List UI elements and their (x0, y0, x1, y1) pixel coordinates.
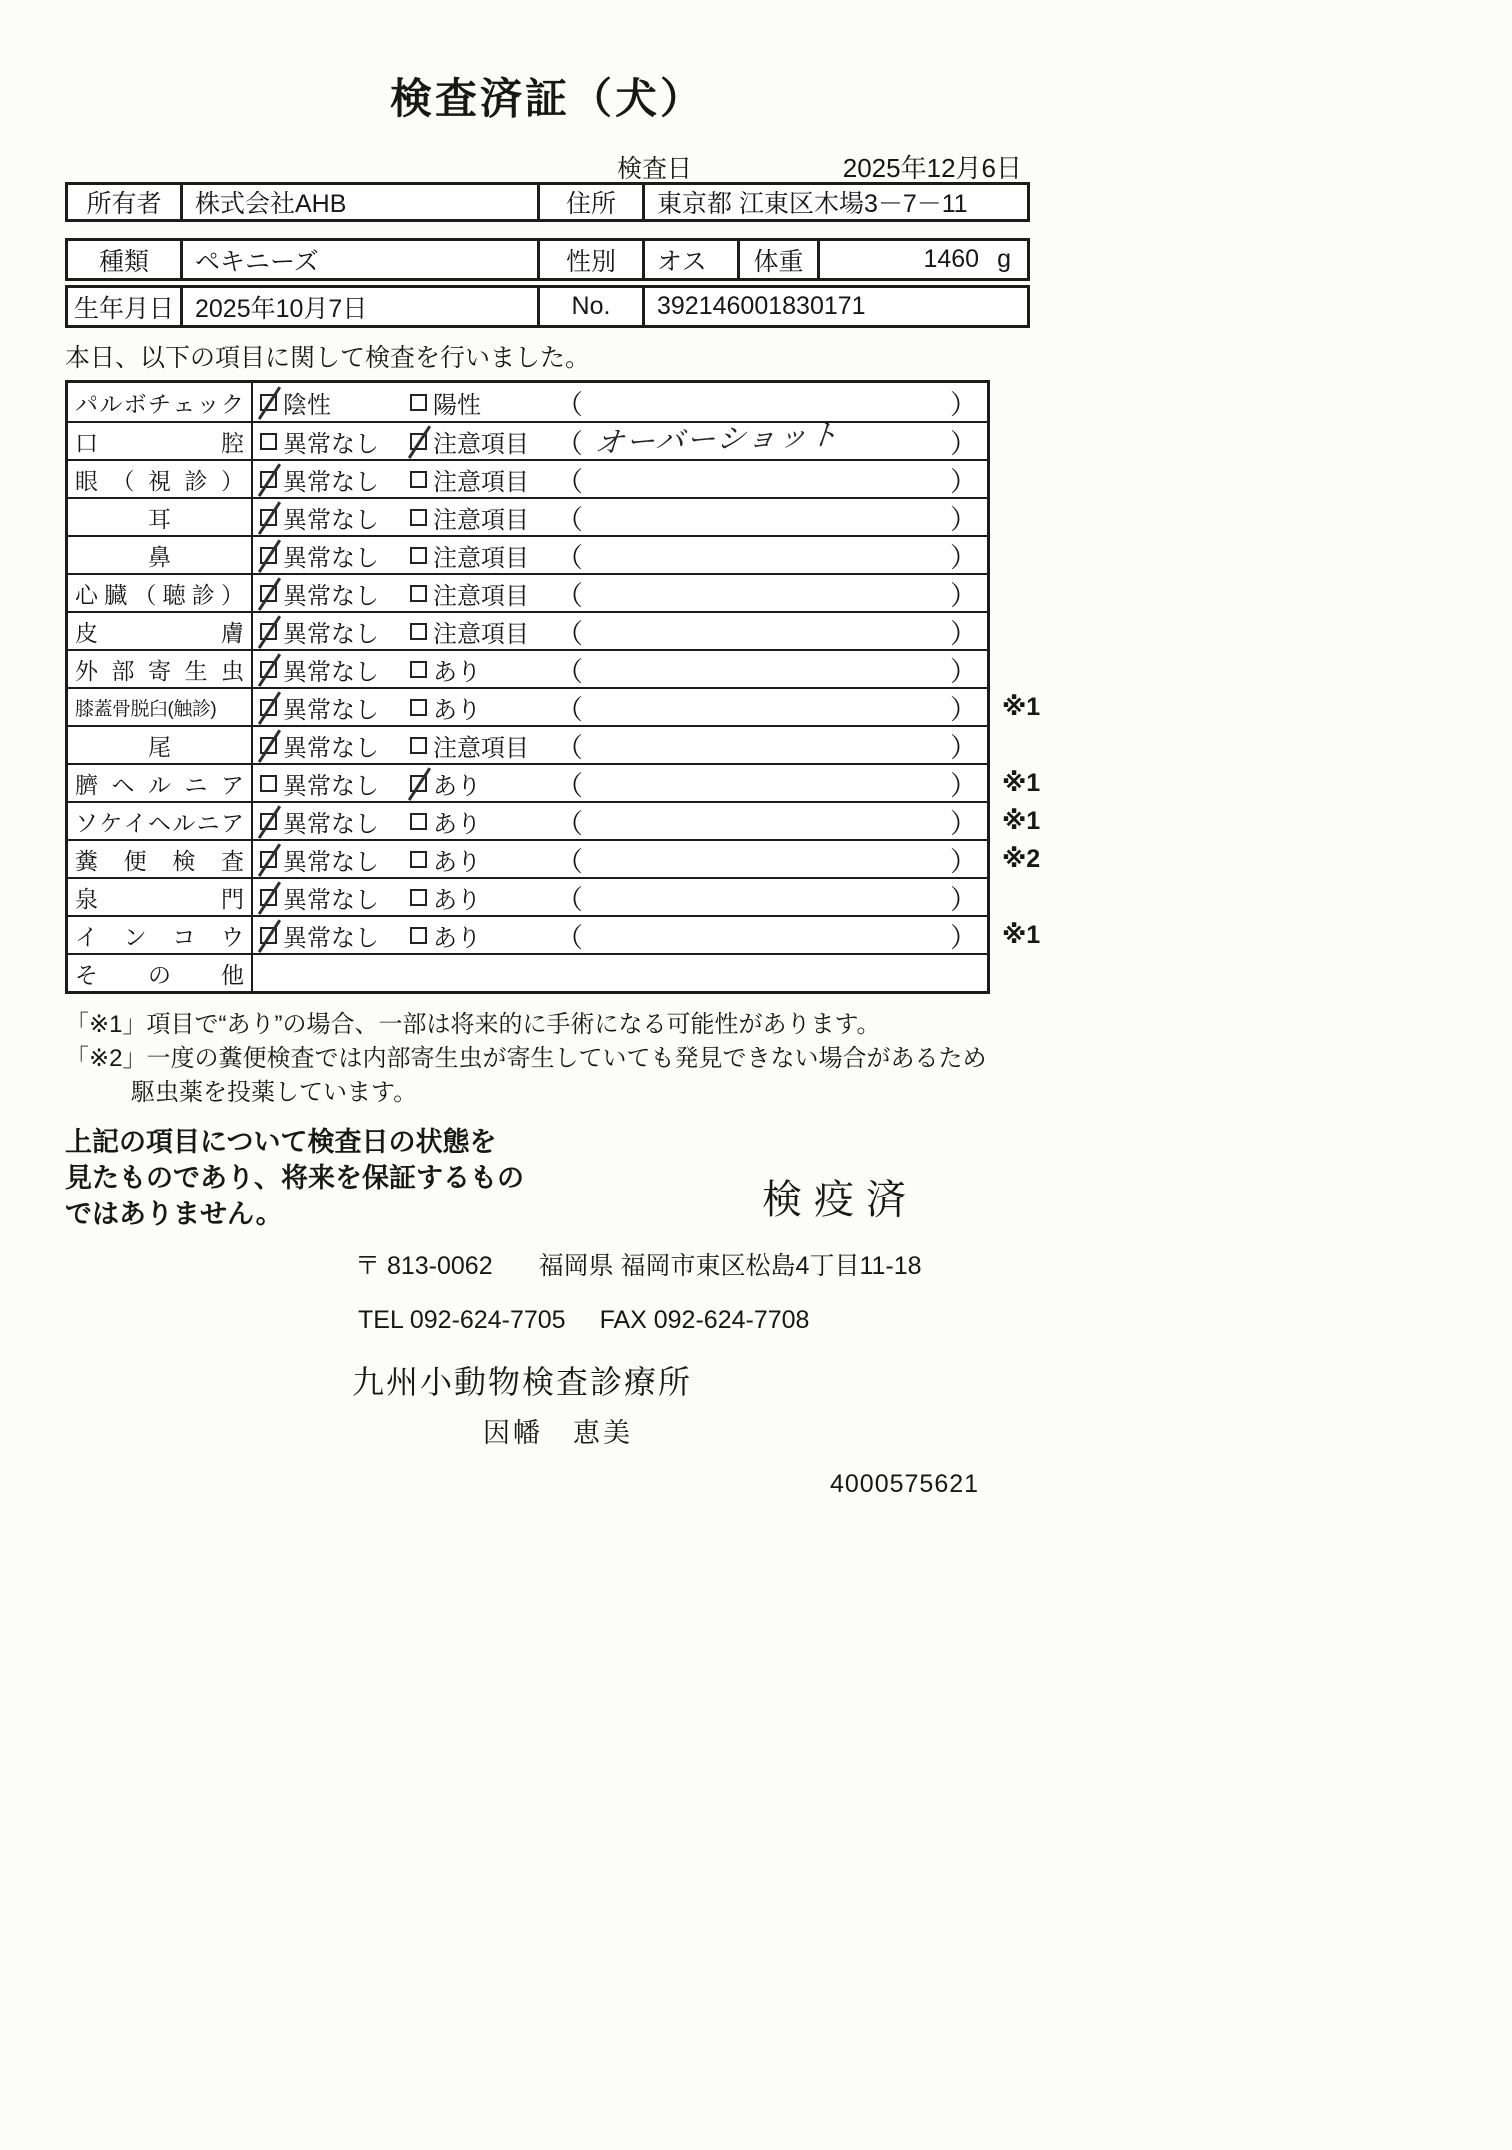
owner-row (65, 182, 1030, 222)
option-1 (260, 538, 410, 573)
option-label: あり (433, 772, 481, 800)
option-label: あり (433, 924, 481, 952)
option-1 (260, 880, 410, 915)
check-row (68, 649, 987, 687)
paren-open-icon: （ (556, 846, 583, 877)
paren-open-icon: （ (556, 542, 583, 573)
clinic-tel-line (65, 1306, 1030, 1335)
check-item-label-cell (68, 689, 253, 725)
inspection-date-label: 検査日 (617, 155, 693, 183)
footnote-1: 「※1」項目で“あり”の場合、一部は将来的に手術になる可能性があります。 (65, 1011, 881, 1038)
weight-value: 1460 (923, 245, 980, 273)
checkbox[interactable] (410, 775, 427, 792)
weight-label: 体重 (737, 241, 817, 278)
disclaimer-line-3: ではありません。 (65, 1199, 283, 1229)
serial-number: 4000575621 (830, 1470, 980, 1498)
footnote-ref: ※1 (1002, 807, 1041, 835)
check-item-label-cell (68, 765, 253, 801)
owner-label: 所有者 (86, 190, 162, 218)
disclaimer (65, 1124, 524, 1232)
paren-close-icon: ） (950, 694, 977, 725)
bottom-row (65, 1124, 1030, 1232)
remarks-area (556, 802, 987, 841)
check-row (68, 763, 1041, 801)
check-options-cell (253, 689, 987, 725)
clinic-postal-code: 〒 813-0062 (355, 1252, 493, 1280)
paren-close-icon: ） (950, 922, 977, 953)
option-label: 注意項目 (433, 734, 529, 762)
option-label: 異常なし (283, 734, 379, 762)
option-2 (410, 766, 556, 801)
sex-label: 性別 (537, 241, 642, 278)
remarks-area (556, 726, 987, 765)
check-options-cell (253, 765, 987, 801)
check-row (68, 611, 987, 649)
checkbox[interactable] (260, 623, 277, 640)
clinic-person-name: 因幡 恵美 (483, 1418, 633, 1448)
weight-cell (817, 241, 1027, 278)
check-options-cell (253, 499, 987, 535)
inspection-date-value: 2025年12月6日 (842, 153, 1022, 183)
birth-row (65, 285, 1030, 328)
checkbox[interactable] (260, 851, 277, 868)
paren-open-icon: （ (556, 428, 583, 459)
check-item-label-cell (68, 803, 253, 839)
option-2 (410, 918, 556, 953)
check-item-label-cell (68, 727, 253, 763)
option-2 (410, 462, 556, 497)
clinic-address: 福岡県 福岡市東区松島4丁目11-18 (538, 1252, 922, 1280)
option-label: あり (433, 886, 481, 914)
remarks-area (556, 650, 987, 689)
paren-close-icon: ） (950, 770, 977, 801)
check-item-label: 心 臓 （ 聴 診 ） (75, 581, 244, 608)
check-item-label-cell (68, 917, 253, 953)
option-label: 注意項目 (433, 468, 529, 496)
checkbox[interactable] (260, 813, 277, 830)
option-1 (260, 652, 410, 687)
paren-open-icon: （ (556, 922, 583, 953)
checkbox[interactable] (410, 471, 427, 488)
check-item-label: 尾 (148, 733, 171, 760)
paren-close-icon: ） (950, 428, 977, 459)
check-row (68, 839, 1041, 877)
footnote-ref: ※1 (1002, 769, 1041, 797)
option-label: 異常なし (283, 544, 379, 572)
checkbox[interactable] (260, 661, 277, 678)
breed-row (65, 238, 1030, 281)
paren-close-icon: ） (950, 389, 977, 420)
check-options-cell (253, 841, 987, 877)
inspection-date-row (65, 148, 1030, 182)
option-label: 異常なし (283, 620, 379, 648)
check-item-label-cell (68, 499, 253, 535)
certificate-page (65, 66, 1041, 1499)
paren-open-icon: （ (556, 466, 583, 497)
option-1 (260, 614, 410, 649)
checkbox[interactable] (410, 813, 427, 830)
option-label: 異常なし (283, 658, 379, 686)
option-2 (410, 652, 556, 687)
option-1 (260, 576, 410, 611)
check-item-label-cell (68, 613, 253, 649)
checkbox[interactable] (410, 433, 427, 450)
breed-label: 種類 (98, 247, 149, 276)
remarks-area (556, 840, 987, 879)
option-1 (260, 918, 410, 953)
paren-close-icon: ） (950, 504, 977, 535)
option-2 (410, 804, 556, 839)
intro-text: 本日、以下の項目に関して検査を行いました。 (65, 344, 591, 372)
paren-open-icon: （ (556, 580, 583, 611)
check-item-label-cell (68, 955, 253, 991)
number-label: No. (537, 288, 642, 325)
handwritten-note: オーバーショット (593, 418, 842, 460)
check-item-label: 眼 （ 視 診 ） (75, 467, 244, 494)
footnote-ref: ※1 (1002, 921, 1041, 949)
paren-close-icon: ） (950, 846, 977, 877)
option-2 (410, 728, 556, 763)
checkbox[interactable] (260, 889, 277, 906)
option-2 (410, 614, 556, 649)
checkbox[interactable] (410, 394, 427, 411)
check-item-label-cell (68, 383, 253, 421)
option-1 (260, 462, 410, 497)
check-item-label-cell (68, 651, 253, 687)
page-title: 検査済証（犬） (389, 75, 705, 122)
checkbox[interactable] (260, 585, 277, 602)
checkbox[interactable] (410, 585, 427, 602)
check-row (68, 877, 987, 915)
sex-value: オス (642, 241, 737, 278)
check-item-label: 耳 (148, 505, 171, 532)
check-row (68, 725, 987, 763)
clinic-postal-line (65, 1246, 1030, 1282)
check-item-label: 外 部 寄 生 虫 (75, 657, 244, 684)
check-options-cell (253, 879, 987, 915)
remarks-area (556, 688, 987, 727)
checkbox[interactable] (260, 509, 277, 526)
owner-value: 株式会社AHB (180, 185, 537, 219)
check-item-label: 鼻 (148, 543, 171, 570)
remarks-area (556, 916, 987, 955)
option-1 (260, 804, 410, 839)
paren-close-icon: ） (950, 580, 977, 611)
option-label: 陰性 (283, 391, 331, 419)
check-item-label: 皮 膚 (75, 619, 244, 646)
checkbox[interactable] (410, 737, 427, 754)
option-label: 注意項目 (433, 430, 529, 458)
remarks-area (556, 536, 987, 575)
paren-open-icon: （ (556, 770, 583, 801)
paren-close-icon: ） (950, 656, 977, 687)
remarks-area (556, 878, 987, 917)
paren-open-icon: （ (556, 504, 583, 535)
option-label: 陽性 (433, 391, 481, 419)
check-item-label: 泉 門 (75, 885, 244, 912)
check-row (68, 953, 987, 991)
check-row (68, 573, 987, 611)
check-options-cell (253, 917, 987, 953)
remarks-area (556, 574, 987, 613)
option-1 (260, 728, 410, 763)
paren-close-icon: ） (950, 466, 977, 497)
paren-close-icon: ） (950, 732, 977, 763)
option-label: 異常なし (283, 582, 379, 610)
check-options-cell (253, 537, 987, 573)
check-options-cell (253, 575, 987, 611)
footnote-ref: ※1 (1002, 693, 1041, 721)
checkbox[interactable] (260, 394, 277, 411)
option-label: あり (433, 848, 481, 876)
paren-open-icon: （ (556, 732, 583, 763)
checkbox[interactable] (260, 433, 277, 450)
option-label: 異常なし (283, 886, 379, 914)
checkbox[interactable] (410, 509, 427, 526)
footnote-ref: ※2 (1002, 845, 1041, 873)
birthdate-value: 2025年10月7日 (180, 288, 537, 325)
check-item-label: ソ ケ イ ヘ ル ニ ア (75, 809, 244, 836)
paren-close-icon: ） (950, 884, 977, 915)
checkbox[interactable] (260, 471, 277, 488)
option-2 (410, 880, 556, 915)
clinic-name: 九州小動物検査診療所 (352, 1364, 693, 1400)
disclaimer-line-1: 上記の項目について検査日の状態を (65, 1127, 497, 1157)
option-label: 異常なし (283, 468, 379, 496)
check-item-label-cell (68, 461, 253, 497)
checkbox[interactable] (410, 889, 427, 906)
paren-open-icon: （ (556, 618, 583, 649)
check-options-cell (253, 651, 987, 687)
option-1 (260, 842, 410, 877)
remarks-area (556, 764, 987, 803)
checkbox[interactable] (410, 851, 427, 868)
option-1 (260, 385, 410, 420)
paren-close-icon: ） (950, 808, 977, 839)
check-row (68, 801, 1041, 839)
option-1 (260, 690, 410, 725)
address-value: 東京都 江東区木場3－7－11 (642, 185, 1027, 219)
paren-close-icon: ） (950, 618, 977, 649)
check-item-label: 糞 便 検 査 (75, 847, 244, 874)
check-item-label-cell (68, 537, 253, 573)
option-2 (410, 500, 556, 535)
option-1 (260, 500, 410, 535)
option-label: あり (433, 658, 481, 686)
option-label: 異常なし (283, 924, 379, 952)
option-label: 注意項目 (433, 620, 529, 648)
check-item-label-cell (68, 841, 253, 877)
checkbox[interactable] (260, 737, 277, 754)
checkbox[interactable] (260, 699, 277, 716)
remarks-area (556, 612, 987, 651)
footnote-2-continued: 駆虫薬を投薬しています。 (131, 1079, 418, 1106)
option-label: 異常なし (283, 430, 379, 458)
footnotes (65, 1008, 1030, 1110)
check-row (68, 497, 987, 535)
option-label: 異常なし (283, 696, 379, 724)
check-item-label-cell (68, 575, 253, 611)
paren-open-icon: （ (556, 656, 583, 687)
option-label: 注意項目 (433, 582, 529, 610)
check-options-cell (253, 803, 987, 839)
paren-open-icon: （ (556, 808, 583, 839)
check-row (68, 418, 987, 460)
breed-value: ペキニーズ (180, 241, 537, 278)
check-item-label-cell (68, 423, 253, 459)
checkbox[interactable] (260, 775, 277, 792)
option-2 (410, 690, 556, 725)
check-item-label: そ の 他 (75, 961, 244, 988)
footnote-2: 「※2」一度の糞便検査では内部寄生虫が寄生していても発見できない場合があるため (65, 1045, 987, 1072)
checkbox[interactable] (260, 547, 277, 564)
check-row (68, 459, 987, 497)
check-table (65, 380, 1041, 994)
option-2 (410, 538, 556, 573)
option-label: あり (433, 810, 481, 838)
option-label: 注意項目 (433, 506, 529, 534)
remarks-area (556, 460, 987, 499)
check-item-label-cell (68, 879, 253, 915)
option-label: 異常なし (283, 772, 379, 800)
check-item-label: パ ル ボ チ ェ ッ ク (75, 390, 244, 417)
option-label: 異常なし (283, 848, 379, 876)
check-item-label: 口 腔 (75, 429, 244, 456)
option-2 (410, 424, 556, 459)
checkbox[interactable] (410, 547, 427, 564)
checkbox[interactable] (410, 623, 427, 640)
option-1 (260, 424, 410, 459)
weight-unit: g (997, 245, 1011, 273)
disclaimer-line-2: 見たものであり、将来を保証するもの (65, 1163, 524, 1193)
address-label: 住所 (537, 185, 642, 219)
clinic-tel: TEL 092-624-7705 (358, 1306, 566, 1334)
check-row (68, 535, 987, 573)
checkbox[interactable] (260, 927, 277, 944)
paren-open-icon: （ (556, 884, 583, 915)
check-row (68, 383, 987, 421)
option-2 (410, 385, 556, 420)
check-row (68, 915, 1041, 953)
remarks-area (556, 498, 987, 537)
clinic-fax: FAX 092-624-7708 (599, 1306, 810, 1334)
check-options-cell (253, 418, 987, 460)
check-options-cell (253, 727, 987, 763)
option-label: 異常なし (283, 506, 379, 534)
checkbox[interactable] (410, 927, 427, 944)
check-row (68, 687, 1041, 725)
option-1 (260, 766, 410, 801)
option-2 (410, 842, 556, 877)
option-2 (410, 576, 556, 611)
checkbox[interactable] (410, 699, 427, 716)
check-options-cell (253, 613, 987, 649)
paren-close-icon: ） (950, 542, 977, 573)
check-options-cell (253, 955, 987, 991)
option-label: 注意項目 (433, 544, 529, 572)
quarantine-stamp: 検疫済 (762, 1178, 918, 1222)
check-item-label: イ ン コ ウ (75, 923, 244, 950)
paren-open-icon: （ (556, 694, 583, 725)
option-label: 異常なし (283, 810, 379, 838)
option-label: あり (433, 696, 481, 724)
check-options-cell (253, 461, 987, 497)
checkbox[interactable] (410, 661, 427, 678)
check-item-label: 臍 ヘ ル ニ ア (75, 771, 244, 798)
birthdate-label: 生年月日 (73, 294, 174, 323)
check-item-label: 膝蓋骨脱臼(触診) (75, 698, 217, 720)
number-value: 392146001830171 (642, 288, 1027, 325)
remarks-area (556, 418, 987, 462)
paren-open-icon: （ (556, 389, 583, 420)
check-options-cell (253, 383, 987, 421)
